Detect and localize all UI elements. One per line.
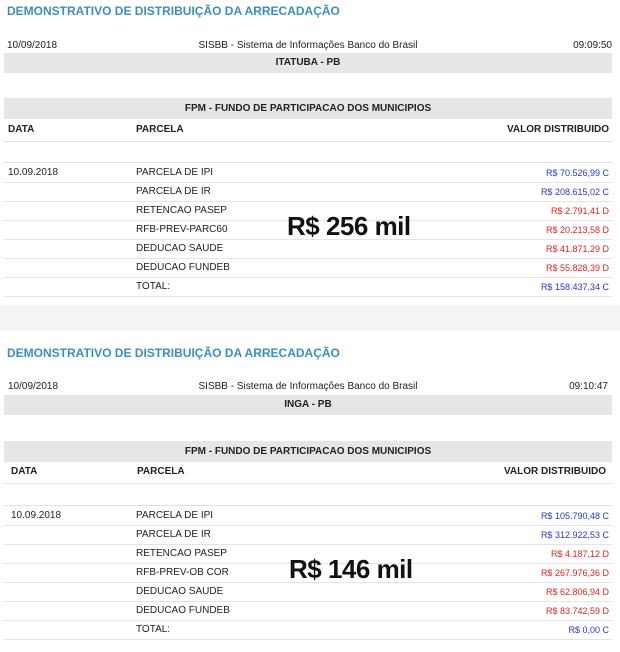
row-valor: R$ 158.437,34 C [540,282,609,292]
system-name: SISBB - Sistema de Informações Banco do Brasil [198,40,418,51]
row-parcela: TOTAL: [136,281,171,292]
report-date: 10/09/2018 [7,40,58,51]
row-valor: R$ 20.213,58 D [545,225,609,235]
column-header-row [4,124,612,138]
report-panel-itatuba [0,0,620,305]
row-parcela: RFB-PREV-PARC60 [136,224,228,235]
col-parcela: PARCELA [136,124,184,135]
row-parcela: DEDUCAO SAUDE [136,586,224,597]
col-parcela: PARCELA [137,466,185,477]
row-valor: R$ 0,00 C [568,625,609,635]
row-parcela: PARCELA DE IPI [136,510,214,521]
table-row [4,525,612,545]
divider [4,141,612,142]
table-row [4,239,612,259]
separator-gap [0,305,620,331]
col-data: DATA [11,466,38,477]
row-parcela: PARCELA DE IR [136,529,211,540]
table-row [4,258,612,278]
report-header-row [4,381,612,395]
row-valor: R$ 70.526,99 C [545,168,609,178]
row-parcela: PARCELA DE IR [136,186,211,197]
column-header-row [4,466,612,480]
table-row [4,163,612,183]
row-parcela: DEDUCAO FUNDEB [136,262,230,273]
row-valor: R$ 312.922,53 C [540,530,609,540]
report-time: 09:09:50 [573,40,612,51]
row-valor: R$ 208.615,02 C [540,187,609,197]
row-valor: R$ 83.742,59 D [545,606,609,616]
row-parcela: RETENCAO PASEP [136,548,227,559]
row-parcela: RETENCAO PASEP [136,205,227,216]
table-row [4,620,612,640]
row-valor: R$ 2.791,41 D [550,206,609,216]
divider [4,483,612,484]
row-parcela: DEDUCAO SAUDE [136,243,224,254]
row-valor: R$ 62.806,94 D [545,587,609,597]
overlay-amount: R$ 146 mil [289,554,413,584]
municipality-bar: INGA - PB [4,395,612,415]
report-header-row [4,40,612,54]
row-valor: R$ 267.976,36 D [540,568,609,578]
report-panel-inga [0,331,620,652]
row-valor: R$ 55.828,39 D [545,263,609,273]
fund-bar: FPM - FUNDO DE PARTICIPACAO DOS MUNICIPIOS [4,441,612,462]
report-time: 09:10:47 [569,381,608,392]
table-row [4,506,612,526]
col-valor: VALOR DISTRIBUIDO [506,124,609,135]
row-valor: R$ 105.790,48 C [540,511,609,521]
row-parcela: PARCELA DE IPI [136,167,214,178]
row-date: 10.09.2018 [11,510,62,521]
row-date: 10.09.2018 [8,167,59,178]
table-row [4,182,612,202]
report-title: DEMONSTRATIVO DE DISTRIBUIÇÃO DA ARRECADAÇÃO [7,4,340,18]
report-date: 10/09/2018 [8,381,59,392]
row-parcela: RFB-PREV-OB COR [136,567,229,578]
report-title: DEMONSTRATIVO DE DISTRIBUIÇÃO DA ARRECADAÇÃO [7,346,340,360]
row-parcela: TOTAL: [136,624,171,635]
row-parcela: DEDUCAO FUNDEB [136,605,230,616]
row-valor: R$ 4.187,12 D [550,549,609,559]
table-row [4,277,612,297]
col-valor: VALOR DISTRIBUIDO [503,466,606,477]
fund-bar: FPM - FUNDO DE PARTICIPACAO DOS MUNICIPIOS [4,98,612,119]
row-valor: R$ 41.871,29 D [545,244,609,254]
table-row [4,601,612,621]
municipality-bar: ITATUBA - PB [4,53,612,73]
overlay-amount: R$ 256 mil [287,211,411,241]
table-row [4,582,612,602]
system-name: SISBB - Sistema de Informações Banco do Brasil [198,381,418,392]
col-data: DATA [8,124,35,135]
